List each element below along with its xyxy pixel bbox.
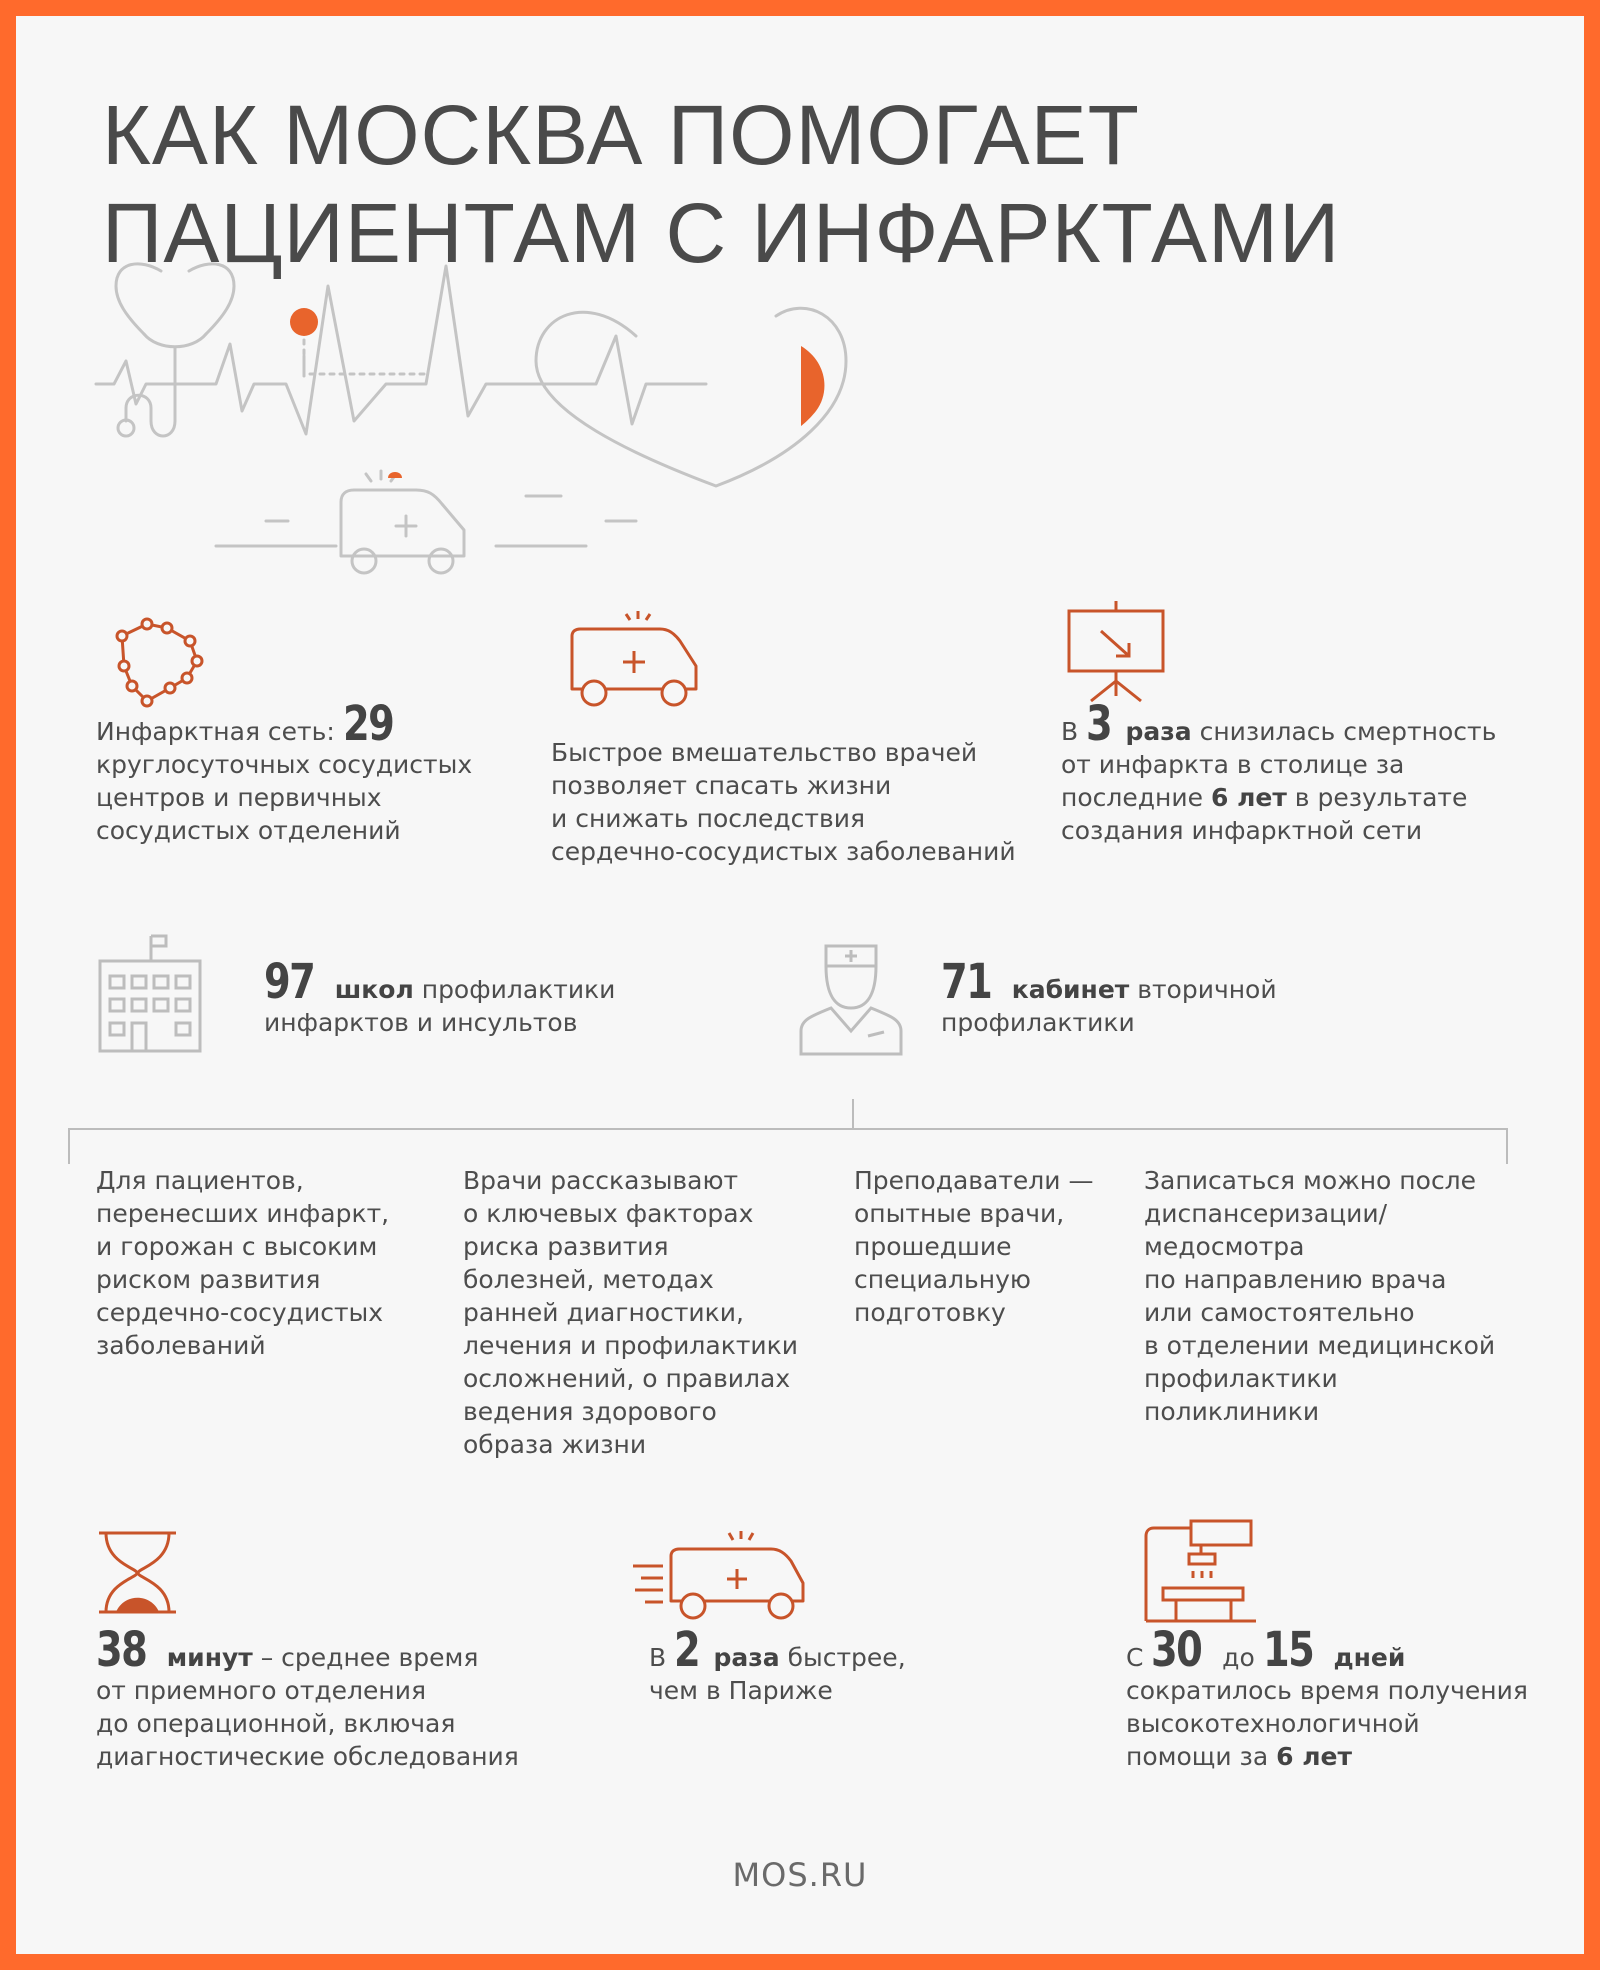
column-signup-line: Записаться можно после — [1144, 1166, 1477, 1195]
column-patients-line: заболеваний — [96, 1331, 266, 1360]
mortality-line-2: от инфаркта в столице за — [1061, 750, 1405, 779]
school-building-icon — [96, 931, 206, 1056]
column-doctors — [463, 1164, 798, 1461]
column-patients — [96, 1164, 389, 1362]
mortality-line-1: снизилась смертность — [1199, 717, 1497, 746]
connector-horizontal — [68, 1128, 1508, 1130]
column-teachers — [854, 1164, 1093, 1329]
days-line-3: высокотехнологичной — [1126, 1709, 1420, 1738]
presentation-board-icon — [1061, 601, 1171, 711]
hourglass-icon — [94, 1528, 184, 1618]
mortality-unit: раза — [1125, 717, 1192, 746]
mortality-prefix: В — [1061, 717, 1079, 746]
minutes-bold: минут — [166, 1643, 253, 1672]
schools-bold: школ — [334, 975, 414, 1004]
column-signup — [1144, 1164, 1495, 1428]
cabinets-line-2: профилактики — [941, 1008, 1135, 1037]
column-teachers-line: Преподаватели — — [854, 1166, 1094, 1195]
heart-icon — [536, 308, 846, 486]
paris-bold: раза — [713, 1643, 780, 1672]
location-dot-icon — [290, 308, 318, 336]
column-patients-line: и горожан с высоким — [96, 1232, 378, 1261]
days-mid: до — [1222, 1643, 1255, 1672]
mortality-number: 3 — [1086, 696, 1112, 752]
column-signup-line: диспансеризации/ — [1144, 1199, 1388, 1228]
connector-right-tick — [1506, 1128, 1508, 1164]
column-doctors-line: осложнений, о правилах — [463, 1364, 791, 1393]
column-signup-line: в отделении медицинской — [1144, 1331, 1496, 1360]
minutes-block — [96, 1622, 519, 1773]
ambulance-icon — [341, 471, 464, 573]
network-block — [96, 696, 473, 847]
intervention-line-2: позволяет спасать жизни — [551, 771, 892, 800]
minutes-line-2: от приемного отделения — [96, 1676, 427, 1705]
schools-line-2: инфарктов и инсультов — [264, 1008, 578, 1037]
column-doctors-line: риска развития — [463, 1232, 669, 1261]
schools-block — [264, 954, 616, 1039]
column-doctors-line: ранней диагностики, — [463, 1298, 744, 1327]
infographic-page — [16, 16, 1584, 1954]
schools-number: 97 — [264, 954, 315, 1010]
doctor-icon — [796, 936, 906, 1056]
column-doctors-line: образа жизни — [463, 1430, 647, 1459]
fast-ambulance-icon — [631, 1521, 811, 1626]
column-signup-line: по направлению врача — [1144, 1265, 1447, 1294]
days-bold: дней — [1333, 1643, 1406, 1672]
schools-rest: профилактики — [421, 975, 616, 1004]
days-prefix: С — [1126, 1643, 1144, 1672]
stethoscope-icon — [116, 264, 234, 436]
column-doctors-line: болезней, методах — [463, 1265, 714, 1294]
minutes-number: 38 — [96, 1622, 147, 1678]
column-doctors-line: лечения и профилактики — [463, 1331, 798, 1360]
footer-source: MOS.RU — [732, 1856, 868, 1894]
days-number-to: 15 — [1262, 1622, 1313, 1678]
column-teachers-line: специальную — [854, 1265, 1031, 1294]
intervention-line-1: Быстрое вмешательство врачей — [551, 738, 978, 767]
column-teachers-line: подготовку — [854, 1298, 1006, 1327]
mortality-line-4: создания инфарктной сети — [1061, 816, 1423, 845]
heart-half-fill — [801, 346, 824, 426]
paris-number: 2 — [674, 1622, 700, 1678]
medical-equipment-icon — [1141, 1516, 1261, 1626]
column-doctors-line: о ключевых факторах — [463, 1199, 754, 1228]
minutes-line-3: до операционной, включая — [96, 1709, 456, 1738]
cabinets-rest: вторичной — [1137, 975, 1277, 1004]
cabinets-bold: кабинет — [1011, 975, 1130, 1004]
cabinets-block — [941, 954, 1277, 1039]
network-line-3: сосудистых отделений — [96, 816, 401, 845]
mortality-line-3-pre: последние — [1061, 783, 1204, 812]
days-number-from: 30 — [1151, 1622, 1202, 1678]
paris-line-2: чем в Париже — [649, 1676, 833, 1705]
connector-vertical — [852, 1099, 854, 1129]
paris-prefix: В — [649, 1643, 667, 1672]
days-block — [1126, 1622, 1528, 1773]
mortality-years: 6 лет — [1210, 783, 1287, 812]
column-signup-line: поликлиники — [1144, 1397, 1320, 1426]
connector-left-tick — [68, 1128, 70, 1164]
column-signup-line: профилактики — [1144, 1364, 1338, 1393]
intervention-line-4: сердечно-сосудистых заболеваний — [551, 837, 1016, 866]
intervention-line-3: и снижать последствия — [551, 804, 865, 833]
heartbeat-icon — [96, 266, 706, 434]
minutes-rest: – среднее время — [260, 1643, 479, 1672]
days-line-2: сократилось время получения — [1126, 1676, 1528, 1705]
column-patients-line: сердечно-сосудистых — [96, 1298, 384, 1327]
intervention-block — [551, 736, 1016, 868]
network-number: 29 — [342, 696, 393, 752]
minutes-line-4: диагностические обследования — [96, 1742, 519, 1771]
column-teachers-line: опытные врачи, — [854, 1199, 1065, 1228]
paris-block — [649, 1622, 906, 1707]
cabinets-number: 71 — [941, 954, 992, 1010]
column-teachers-line: прошедшие — [854, 1232, 1012, 1261]
column-patients-line: Для пациентов, — [96, 1166, 304, 1195]
ambulance-icon-orange — [564, 611, 704, 711]
mortality-block — [1061, 696, 1497, 847]
column-signup-line: или самостоятельно — [1144, 1298, 1415, 1327]
mortality-line-3-post: в результате — [1294, 783, 1468, 812]
column-patients-line: перенесших инфаркт, — [96, 1199, 390, 1228]
title-line-1: КАК МОСКВА ПОМОГАЕТ — [102, 88, 1140, 182]
title-line-2: ПАЦИЕНТАМ С ИНФАРКТАМИ — [102, 186, 1341, 280]
column-doctors-line: Врачи рассказывают — [463, 1166, 739, 1195]
paris-rest: быстрее, — [787, 1643, 906, 1672]
network-label: Инфарктная сеть: — [96, 717, 335, 746]
network-chain-icon — [112, 616, 212, 716]
header-illustration — [16, 16, 1584, 576]
days-line-4-pre: помощи за — [1126, 1742, 1269, 1771]
days-years: 6 лет — [1276, 1742, 1352, 1771]
column-patients-line: риском развития — [96, 1265, 321, 1294]
network-line-1: круглосуточных сосудистых — [96, 750, 473, 779]
network-line-2: центров и первичных — [96, 783, 382, 812]
column-doctors-line: ведения здорового — [463, 1397, 717, 1426]
column-signup-line: медосмотра — [1144, 1232, 1305, 1261]
